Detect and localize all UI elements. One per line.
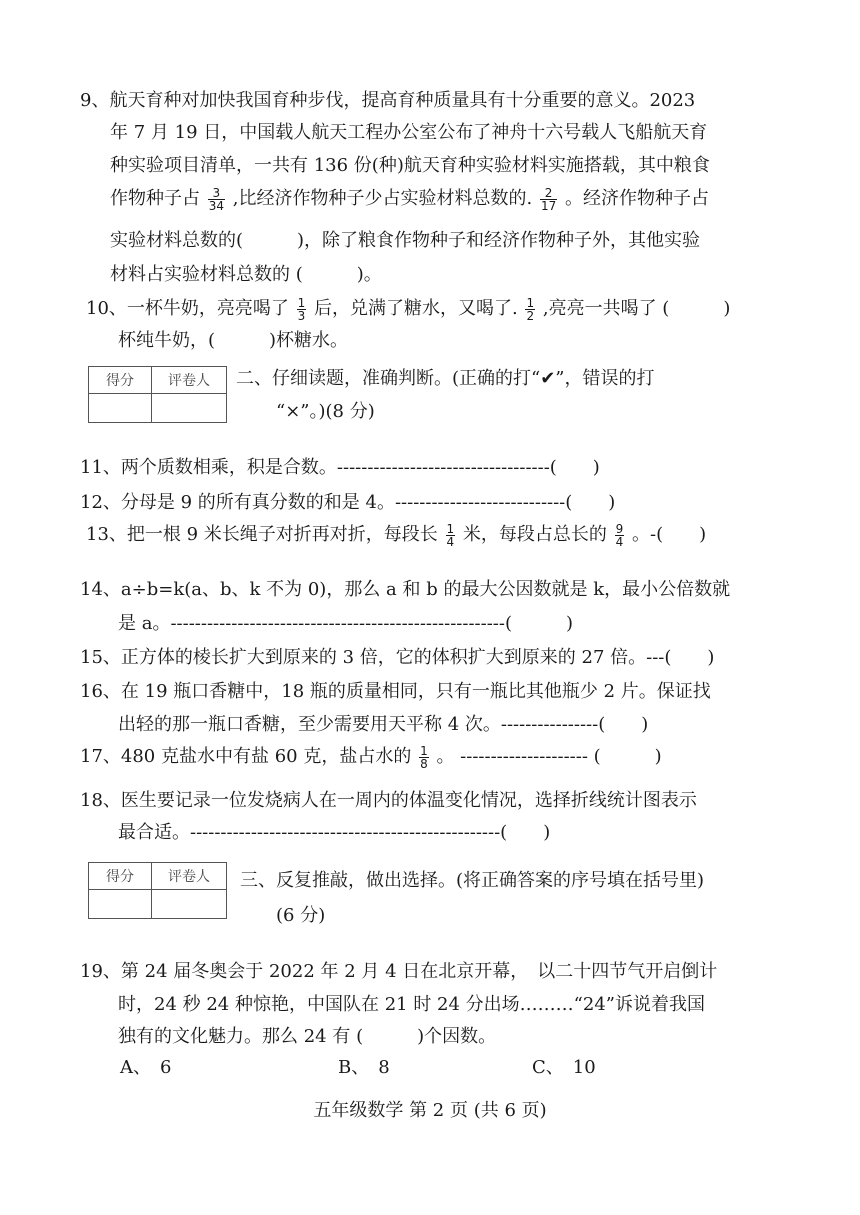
score-label: 得分 [89,367,152,394]
fraction-1-2: $\frac{1}{2}$ [526,295,535,323]
q15: 15、正方体的棱长扩大到原来的 3 倍，它的体积扩大到原来的 27 倍。---( ) [80,647,715,668]
q9-line6: 材料占实验材料总数的 ( )。 [110,264,382,285]
q14-line1: 14、a÷b=k(a、b、k 不为 0)，那么 a 和 b 的最大公因数就是 k，最小公倍数就 [80,579,731,600]
q17-a: 17、480 克盐水中有盐 60 克，盐占水的 [80,746,412,767]
score-table-section3 [88,862,227,919]
q13 [86,522,706,548]
q14-line2: 是 a。-------------------------------------------------------( ) [118,613,574,634]
q19-line1: 19、第 24 届冬奥会于 2022 年 2 月 4 日在北京开幕， 以二十四节气开启倒计 [80,961,718,982]
q9-line3: 种实验项目清单，一共有 136 份(种)航天育种实验材料实施搭载，其中粮食 [110,155,710,176]
grader-label: 评卷人 [152,863,227,890]
q19-line2: 时，24 秒 24 种惊艳，中国队在 21 时 24 分出场………“24”诉说着我国 [118,994,705,1015]
q9-line1: 9、航天育种对加快我国育种步伐，提高育种质量具有十分重要的意义。2023 [80,90,696,111]
q10-line1 [86,296,730,322]
fraction-2-17: $\frac{2}{17}$ [540,185,557,213]
q11: 11、两个质数相乘，积是合数。-----------------------------------( ) [80,457,600,478]
fraction-1-3: $\frac{1}{3}$ [297,295,306,323]
fraction-9-4: $\frac{9}{4}$ [615,521,624,549]
q10-line1-b: 后，兑满了糖水，又喝了. [314,298,518,319]
q13-a: 13、把一根 9 米长绳子对折再对折，每段长 [86,524,438,545]
score-label: 得分 [89,863,152,890]
section3-heading: 三、反复推敲，做出选择。(将正确答案的序号填在括号里) [240,870,705,891]
fraction-1-8: $\frac{1}{8}$ [420,743,428,771]
grader-cell[interactable] [152,394,227,423]
q18-line1: 18、医生要记录一位发烧病人在一周内的体温变化情况，选择折线统计图表示 [80,790,697,811]
q12: 12、分母是 9 的所有真分数的和是 4。----------------------------( ) [80,492,616,513]
q10-line2: 杯纯牛奶，( )杯糖水。 [118,330,349,351]
q13-b: 米，每段占总长的 [462,524,607,545]
section2-heading: 二、仔细读题，准确判断。(正确的打“✔”，错误的打 [236,368,655,389]
q19-option-b: B、 8 [338,1057,390,1078]
q13-c: 。-( ) [632,524,707,545]
score-cell[interactable] [89,394,152,423]
q16-line2: 出轻的那一瓶口香糖，至少需要用天平称 4 次。----------------( ) [118,714,649,735]
page-footer: 五年级数学 第 2 页 (共 6 页) [313,1100,547,1121]
grader-cell[interactable] [152,890,227,919]
q19-line3: 独有的文化魅力。那么 24 有 ( )个因数。 [118,1026,497,1047]
q9-line5: 实验材料总数的( )，除了粮食作物种子和经济作物种子外，其他实验 [110,230,701,251]
q17-b: 。 --------------------- ( ) [436,746,662,767]
q9-line2: 年 7 月 19 日，中国载人航天工程办公室公布了神舟十六号载人飞船航天育 [110,122,708,143]
q9-line4 [110,186,709,212]
fraction-1-4: $\frac{1}{4}$ [446,521,455,549]
grader-label: 评卷人 [152,367,227,394]
section2-heading-line2: “×”。)(8 分) [276,401,375,422]
q19-option-a: A、 6 [120,1057,172,1078]
q9-line4-a: 作物种子占 [110,188,200,209]
q9-line4-c: 。经济作物种子占 [564,188,709,209]
section3-heading-line2: (6 分) [276,905,326,926]
q10-line1-c: ,亮亮一共喝了 ( ) [542,298,731,319]
fraction-3-34: $\frac{3}{34}$ [208,185,225,213]
q17 [80,744,662,770]
score-table-section2 [88,366,227,423]
score-cell[interactable] [89,890,152,919]
q18-line2: 最合适。---------------------------------------------------( ) [118,822,551,843]
q16-line1: 16、在 19 瓶口香糖中，18 瓶的质量相同，只有一瓶比其他瓶少 2 片。保证找 [80,681,711,702]
q10-line1-a: 10、一杯牛奶，亮亮喝了 [86,298,289,319]
q9-line4-b: ,比经济作物种子少占实验材料总数的. [232,188,533,209]
q19-option-c: C、 10 [532,1057,596,1078]
